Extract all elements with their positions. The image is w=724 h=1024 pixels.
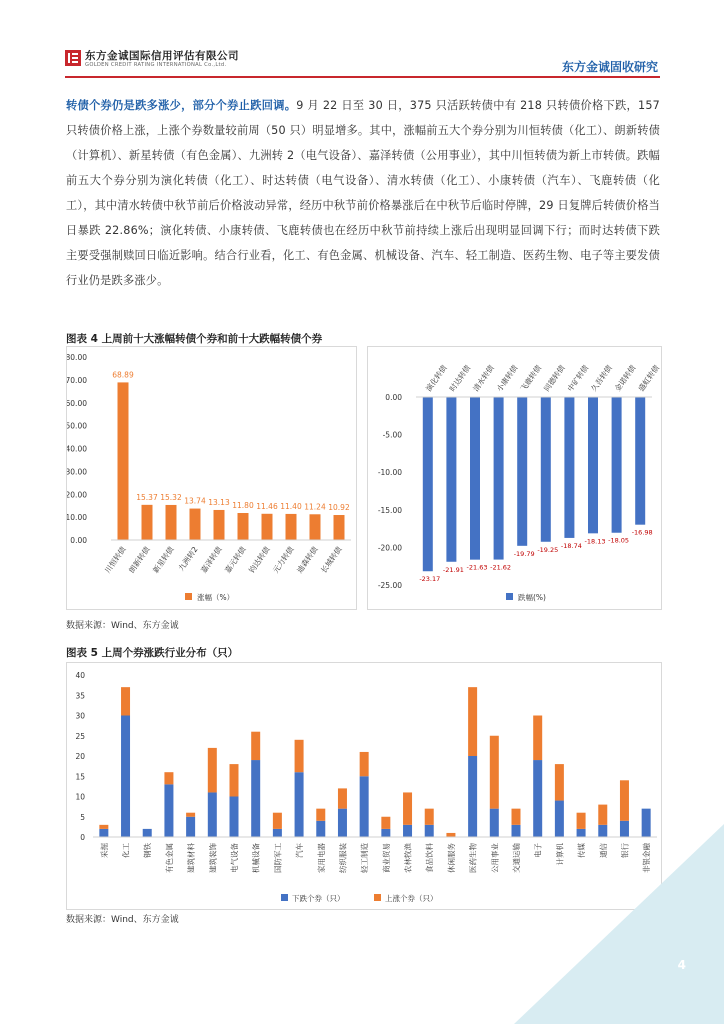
- paragraph-lead: 转债个券仍是跌多涨少，部分个券止跌回调。: [66, 99, 297, 112]
- loss-category-label: 同德转债: [542, 363, 567, 394]
- loss-value-label: -16.98: [631, 528, 653, 537]
- page-header: [65, 48, 660, 78]
- loss-value-label: -18.05: [608, 536, 630, 545]
- down-bar: [208, 792, 217, 837]
- down-bar: [143, 829, 152, 837]
- loss-bar: [423, 397, 433, 571]
- gain-bar: [214, 510, 225, 540]
- down-bar: [121, 716, 130, 838]
- loss-value-label: -21.63: [466, 563, 488, 572]
- loss-value-label: -21.62: [490, 563, 512, 572]
- industry-label: 建筑材料: [186, 843, 196, 873]
- up-bar: [273, 813, 282, 829]
- y-tick-label: 20: [75, 752, 85, 761]
- legend-swatch-down: [281, 894, 288, 901]
- up-bar: [121, 687, 130, 715]
- up-bar: [555, 764, 564, 800]
- y-tick-label: 0.00: [70, 536, 87, 545]
- up-bar: [620, 780, 629, 821]
- gain-value-label: 11.24: [304, 502, 326, 512]
- figure4-title: 图表 4 上周前十大涨幅转债个券和前十大跌幅转债个券: [66, 333, 323, 345]
- legend-label: 跌幅(%): [518, 593, 546, 602]
- company-logo-icon: [65, 50, 81, 66]
- y-tick-label: 80.00: [67, 353, 87, 362]
- industry-label: 汽车: [295, 843, 305, 858]
- industry-label: 交通运输: [512, 843, 521, 873]
- gain-category-label: 嘉元转债: [223, 544, 248, 575]
- down-bar: [468, 756, 477, 837]
- loss-bar: [494, 397, 504, 560]
- up-bar: [403, 792, 412, 824]
- y-tick-label: 10.00: [67, 513, 87, 523]
- loss-category-label: 清水转债: [471, 363, 496, 394]
- y-tick-label: 30: [75, 711, 85, 721]
- industry-label: 休闲服务: [446, 843, 456, 873]
- down-bar: [316, 821, 325, 837]
- loss-bar: [517, 397, 527, 546]
- gain-category-label: 嘉泽转债: [199, 544, 224, 575]
- loss-bar: [612, 397, 622, 533]
- y-tick-label: 40.00: [67, 444, 87, 454]
- down-bar: [381, 829, 390, 837]
- losers-chart-panel: [367, 346, 662, 610]
- loss-bar: [588, 397, 598, 533]
- gain-bar: [142, 505, 153, 540]
- industry-label: 化工: [121, 843, 131, 858]
- up-bar: [251, 732, 260, 760]
- down-bar: [251, 760, 260, 837]
- y-tick-label: 20.00: [67, 490, 87, 500]
- gain-category-label: 新星转债: [151, 544, 176, 575]
- corner-decoration: [514, 824, 724, 1024]
- y-tick-label: -10.00: [377, 468, 402, 478]
- gain-bar: [286, 514, 297, 540]
- down-bar: [99, 829, 108, 837]
- loss-value-label: -18.74: [560, 541, 582, 550]
- gain-bar: [190, 509, 201, 540]
- loss-category-label: 盛虹转债: [636, 363, 661, 394]
- y-tick-label: 25: [75, 731, 85, 741]
- industry-label: 银行: [620, 843, 630, 858]
- industry-label: 轻工制造: [360, 843, 370, 873]
- page-number: 4: [677, 958, 686, 972]
- gain-category-label: 川恒转债: [103, 544, 128, 575]
- down-bar: [164, 784, 173, 837]
- gain-value-label: 68.89: [112, 370, 134, 380]
- industry-label: 电子: [533, 843, 543, 858]
- gain-value-label: 13.74: [184, 496, 206, 506]
- y-tick-label: 70.00: [67, 375, 87, 385]
- industry-label: 有色金属: [164, 843, 174, 873]
- down-bar: [295, 772, 304, 837]
- up-bar: [316, 809, 325, 821]
- down-bar: [403, 825, 412, 837]
- industry-label: 食品饮料: [425, 843, 435, 873]
- up-bar: [186, 813, 195, 817]
- loss-category-label: 时达转债: [447, 363, 473, 394]
- body-paragraph: [66, 93, 660, 293]
- up-bar: [295, 740, 304, 772]
- header-divider: [65, 76, 660, 78]
- loss-value-label: -23.17: [419, 575, 441, 584]
- y-tick-label: -15.00: [377, 505, 402, 515]
- gain-value-label: 11.80: [232, 501, 254, 511]
- up-bar: [164, 772, 173, 784]
- up-bar: [533, 716, 542, 761]
- up-bar: [468, 687, 477, 756]
- up-bar: [338, 788, 347, 808]
- y-tick-label: 0.00: [385, 393, 402, 402]
- gain-category-label: 钧达转债: [247, 544, 272, 575]
- industry-label: 非银金融: [642, 843, 652, 873]
- legend-swatch-up: [374, 894, 381, 901]
- y-tick-label: 5: [80, 812, 85, 822]
- up-bar: [425, 809, 434, 825]
- loss-category-label: 久吾转债: [589, 363, 614, 394]
- industry-label: 公用事业: [490, 843, 500, 873]
- down-bar: [230, 797, 239, 838]
- industry-label: 钢铁: [143, 843, 153, 858]
- gain-value-label: 15.37: [136, 492, 158, 502]
- up-bar: [490, 736, 499, 809]
- up-bar: [598, 805, 607, 825]
- y-tick-label: 40: [75, 671, 85, 680]
- gain-category-label: 迪森转债: [295, 544, 320, 575]
- loss-category-label: 小康转债: [494, 363, 520, 394]
- y-tick-label: 60.00: [67, 398, 87, 408]
- loss-bar: [541, 397, 551, 542]
- gain-value-label: 15.32: [160, 492, 182, 502]
- y-tick-label: 0: [80, 833, 85, 842]
- figure4-source: 数据来源：Wind、东方金诚: [66, 621, 179, 631]
- y-tick-label: 30.00: [67, 467, 87, 477]
- loss-category-label: 飞鹿转债: [518, 363, 544, 394]
- loss-bar: [446, 397, 456, 562]
- report-brand: 东方金诚固收研究: [561, 60, 658, 74]
- up-bar: [381, 817, 390, 829]
- loss-value-label: -18.13: [584, 537, 606, 546]
- gain-category-label: 九洲转2: [176, 544, 200, 573]
- gain-bar: [262, 514, 273, 540]
- loss-value-label: -19.25: [537, 545, 559, 554]
- industry-label: 商业贸易: [381, 843, 391, 873]
- industry-label: 计算机: [555, 843, 565, 866]
- y-tick-label: 15: [75, 772, 85, 782]
- gain-value-label: 10.92: [328, 503, 350, 513]
- industry-label: 通信: [598, 843, 608, 858]
- y-tick-label: 50.00: [67, 421, 87, 431]
- figure5-source: 数据来源：Wind、东方金诚: [66, 915, 179, 925]
- loss-category-label: 演化转债: [424, 363, 449, 394]
- y-tick-label: 10: [75, 792, 85, 802]
- gain-value-label: 11.46: [256, 501, 278, 511]
- industry-label: 传媒: [577, 843, 587, 858]
- loss-value-label: -21.91: [442, 565, 464, 574]
- industry-label: 电气设备: [230, 843, 239, 873]
- legend-label: 涨幅（%）: [197, 593, 235, 602]
- up-bar: [446, 833, 455, 837]
- up-bar: [99, 825, 108, 829]
- industry-label: 国防军工: [273, 843, 283, 873]
- down-bar: [360, 776, 369, 837]
- gain-category-label: 元力转债: [271, 544, 296, 575]
- gainers-chart-panel: [66, 346, 357, 610]
- gain-bar: [166, 505, 177, 540]
- loss-category-label: 金诺转债: [612, 363, 638, 394]
- figure5-title: 图表 5 上周个券涨跌行业分布（只）: [66, 647, 239, 659]
- industry-label: 农林牧渔: [403, 843, 413, 873]
- legend-swatch: [185, 593, 192, 600]
- legend-label-up: 上涨个券（只）: [385, 894, 438, 903]
- gain-bar: [310, 514, 321, 540]
- down-bar: [338, 809, 347, 837]
- up-bar: [208, 748, 217, 793]
- gain-category-label: 朗新转债: [127, 544, 152, 575]
- gain-bar: [118, 382, 129, 540]
- loss-bar: [564, 397, 574, 538]
- loss-bar: [470, 397, 480, 560]
- loss-value-label: -19.79: [513, 549, 535, 558]
- losers-chart: [368, 347, 661, 609]
- gainers-chart: [67, 347, 356, 609]
- up-bar: [230, 764, 239, 796]
- y-tick-label: -25.00: [377, 581, 402, 590]
- y-tick-label: -5.00: [382, 430, 402, 440]
- gain-bar: [238, 513, 249, 540]
- legend-swatch: [506, 593, 513, 600]
- paragraph-text: 9 月 22 日至 30 日，375 只活跃转债中有 218 只转债价格下跌，157 只转债价格上涨，上涨个券数量较前周（50 只）明显增多。其中，涨幅前五大个券分别为川恒转债（化工）、朗新转债（计算机）、新星转债（有色金属）、九洲转 2（电气设备）、嘉泽转债（公用事业），其中川恒转债为新上市转债。跌幅前五大个券分别为演化转债（化工）、时达转债（电气设备）、清水转债（化工）、小康转债（汽车）、飞鹿转债（化工），其中清水转债中秋节前后价格波动异常，经历中秋节前价格暴涨后在中秋节后临时停牌，29 日复牌后转债价格当日暴跌 22.86%；演化转债、小康转债、飞鹿转债也在经历中秋节前持续上涨后出现明显回调下行；而时达转债下跌主要受强制赎回日临近影响。结合行业看，化工、有色金属、机械设备、汽车、轻工制造、医药生物、电子等主要发债行业仍是跌多涨少。: [66, 99, 660, 287]
- loss-bar: [635, 397, 645, 525]
- gain-value-label: 11.40: [280, 501, 302, 511]
- legend-label-down: 下跌个券（只）: [292, 894, 345, 903]
- industry-label: 建筑装饰: [208, 843, 218, 873]
- down-bar: [186, 817, 195, 837]
- gain-bar: [334, 515, 345, 540]
- company-name-en: GOLDEN CREDIT RATING INTERNATIONAL Co.,Ltd.: [85, 62, 227, 68]
- up-bar: [512, 809, 521, 825]
- industry-label: 机械设备: [251, 843, 261, 873]
- gain-category-label: 长城转债: [319, 544, 344, 575]
- down-bar: [490, 809, 499, 837]
- industry-label: 采掘: [99, 843, 109, 858]
- industry-label: 纺织服装: [338, 843, 348, 873]
- industry-label: 家用电器: [316, 843, 326, 873]
- up-bar: [360, 752, 369, 776]
- down-bar: [425, 825, 434, 837]
- industry-label: 医药生物: [468, 843, 478, 873]
- gain-value-label: 13.13: [208, 497, 230, 507]
- loss-category-label: 中矿转债: [565, 363, 591, 394]
- company-name-cn: 东方金诚国际信用评估有限公司: [85, 50, 239, 62]
- down-bar: [273, 829, 282, 837]
- y-tick-label: -20.00: [377, 543, 402, 553]
- y-tick-label: 35: [75, 691, 85, 701]
